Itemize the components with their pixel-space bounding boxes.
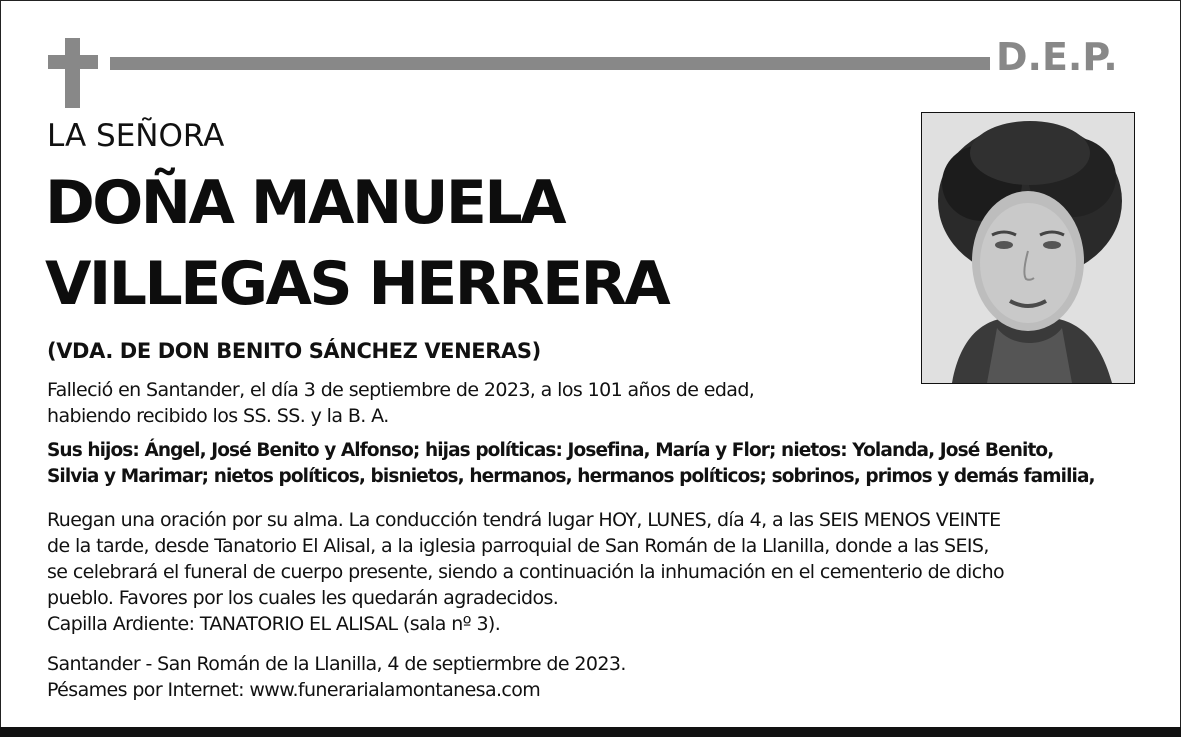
chapel-line: Capilla Ardiente: TANATORIO EL ALISAL (sala nº 3). xyxy=(47,613,501,635)
condolences-link[interactable]: Pésames por Internet: www.funerarialamontanesa.com xyxy=(47,679,541,701)
bottom-bar xyxy=(0,727,1181,737)
family-list xyxy=(47,438,1147,490)
deceased-name-line2: VILLEGAS HERRERA xyxy=(45,249,669,319)
service-line: Ruegan una oración por su alma. La conducción tendrá lugar HOY, LUNES, día 4, a las SEIS MENOS VEINTE xyxy=(47,509,1001,531)
cross-icon xyxy=(48,55,98,69)
cross-icon-vertical xyxy=(65,38,80,108)
place-date: Santander - San Román de la Llanilla, 4 de septiermbre de 2023. xyxy=(47,653,626,675)
death-info-line: habiendo recibido los SS. SS. y la B. A. xyxy=(47,405,389,427)
header-rule xyxy=(110,57,990,70)
portrait-photo xyxy=(921,112,1135,384)
dep-label: D.E.P. xyxy=(996,35,1118,79)
service-details xyxy=(47,507,1147,637)
death-info xyxy=(47,377,1147,429)
widow-of: (VDA. DE DON BENITO SÁNCHEZ VENERAS) xyxy=(47,339,541,363)
footer xyxy=(47,651,1147,703)
service-line: pueblo. Favores por los cuales les quedarán agradecidos. xyxy=(47,587,559,609)
service-line: se celebrará el funeral de cuerpo presente, siendo a continuación la inhumación en el cementerio de dicho xyxy=(47,561,1005,583)
service-line: de la tarde, desde Tanatorio El Alisal, a la iglesia parroquial de San Román de la Llanilla, donde a las SEIS, xyxy=(47,535,989,557)
family-line: Silvia y Marimar; nietos políticos, bisnietos, hermanos, hermanos políticos; sobrinos, primos y demás familia, xyxy=(47,466,1095,487)
portrait-image xyxy=(922,113,1134,383)
family-line: Sus hijos: Ángel, José Benito y Alfonso; hijas políticas: Josefina, María y Flor; nietos: Yolanda, José Benito, xyxy=(47,440,1054,461)
deceased-name-line1: DOÑA MANUELA xyxy=(45,168,565,238)
death-info-line: Falleció en Santander, el día 3 de septiembre de 2023, a los 101 años de edad, xyxy=(47,379,755,401)
honorific: LA SEÑORA xyxy=(47,118,225,154)
